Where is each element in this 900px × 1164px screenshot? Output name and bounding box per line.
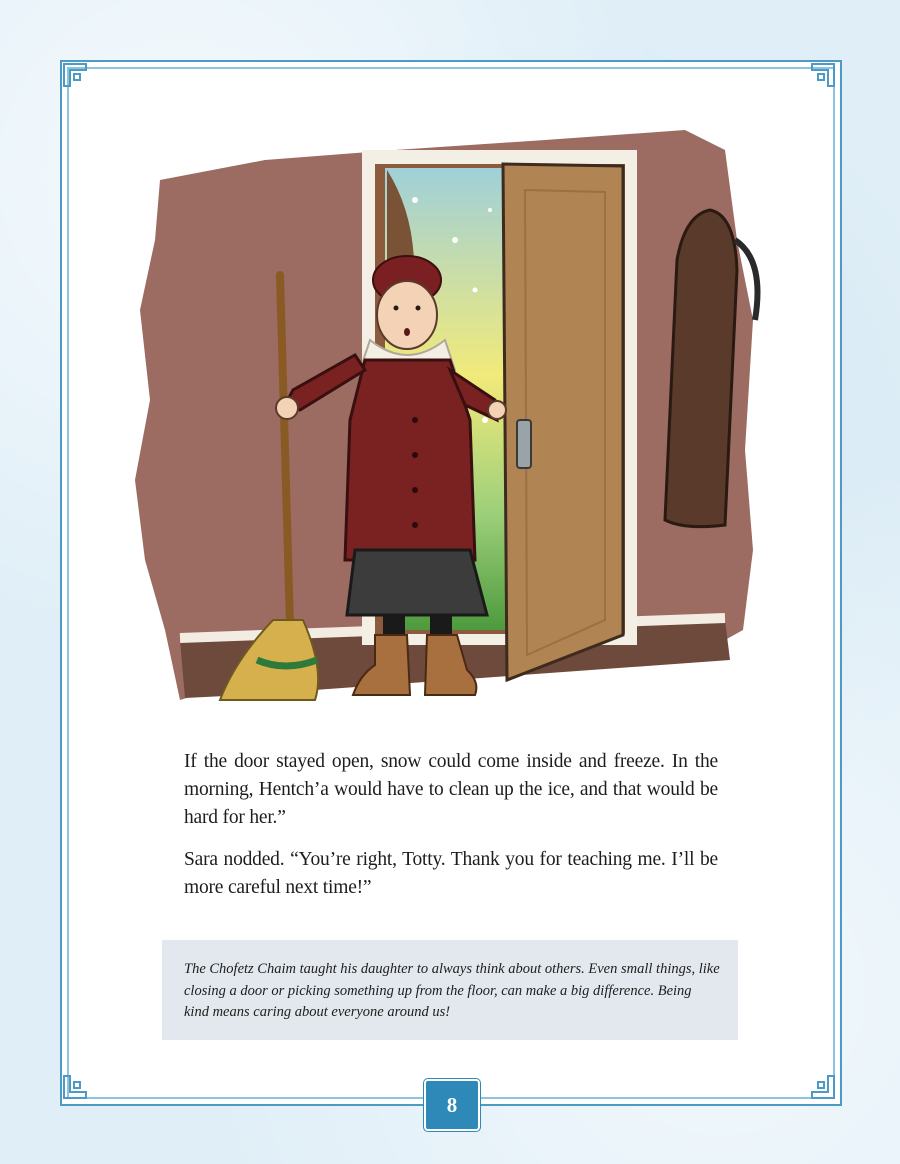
frame-corner-ornament-top-right (810, 62, 836, 88)
story-illustration (125, 120, 775, 710)
lesson-note-text: The Chofetz Chaim taught his daughter to always think about others. Even small things, like closing a door or picking something up from the floor, can make a big difference. Being kind means caring about everyone around us! (184, 961, 720, 1020)
story-text (184, 748, 718, 916)
frame-corner-ornament-bottom-left (62, 1074, 88, 1100)
woman-skirt (347, 550, 487, 615)
door-handle (517, 420, 531, 468)
woman-coat (345, 360, 475, 560)
lesson-note-box (162, 940, 738, 1040)
story-paragraph: If the door stayed open, snow could come inside and freeze. In the morning, Hentch’a would have to clean up the ice, and that would be hard for her.” (184, 751, 718, 828)
story-paragraph: Sara nodded. “You’re right, Totty. Thank you for teaching me. I’ll be more careful next time!” (184, 849, 718, 898)
page-number-badge: 8 (424, 1079, 480, 1131)
frame-corner-ornament-bottom-right (810, 1074, 836, 1100)
frame-corner-ornament-top-left (62, 62, 88, 88)
